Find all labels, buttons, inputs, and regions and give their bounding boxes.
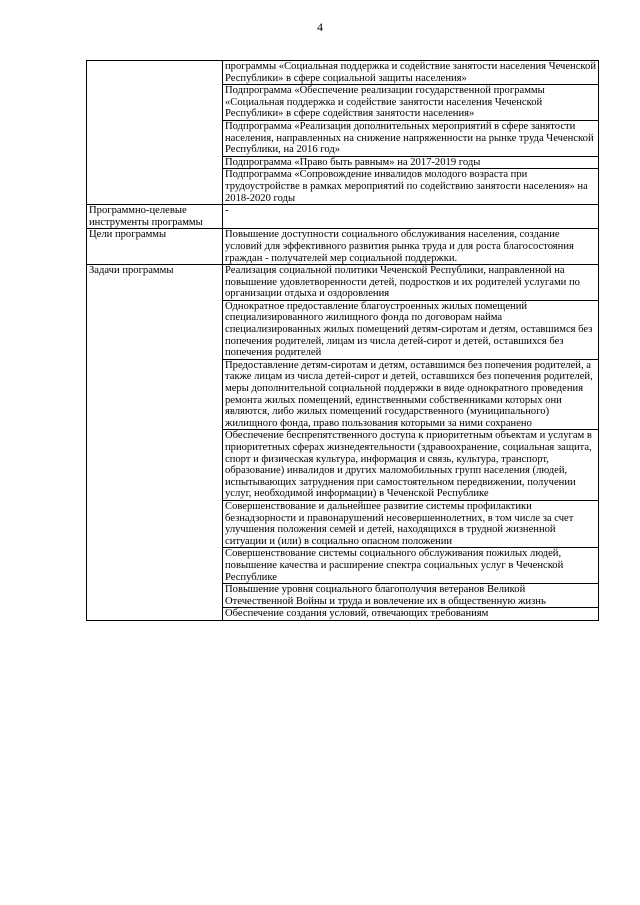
list-item: - xyxy=(225,205,229,217)
row-content xyxy=(223,265,599,621)
program-passport-table xyxy=(86,60,599,621)
list-item: Подпрограмма «Обеспечение реализации государственной программы «Социальная поддержка и содействие занятости населения Чеченской Республики» в сфере содействия занятости населения» xyxy=(223,84,598,120)
table-row xyxy=(87,229,599,265)
row-content xyxy=(223,61,599,205)
row-label: Цели программы xyxy=(87,229,223,265)
row-label xyxy=(87,61,223,205)
table-row xyxy=(87,205,599,229)
list-item: Совершенствование системы социального обслуживания пожилых людей, повышение качества и расширение спектра социальных услуг в Чеченской Республике xyxy=(223,547,598,583)
page-number: 4 xyxy=(317,20,323,34)
row-content xyxy=(223,205,599,229)
table-row xyxy=(87,61,599,205)
row-label: Программно-целевые инструменты программы xyxy=(87,205,223,229)
row-label: Задачи программы xyxy=(87,265,223,621)
list-item: Повышение уровня социального благополучия ветеранов Великой Отечественной Войны и труда и вовлечение их в общественную жизнь xyxy=(223,583,598,607)
list-item: Обеспечение беспрепятственного доступа к приоритетным объектам и услугам в приоритетных сферах жизнедеятельности (здравоохранение, социальная защита, спорт и физическая культура, информация и связь, культура, транспорт, образование) инвалидов и других маломобильных групп населения (людей, испытывающих затруднения при самостоятельном передвижении, получении услуг, необходимой информации) в Чеченской Республике xyxy=(223,429,598,500)
list-item: Предоставление детям-сиротам и детям, оставшимся без попечения родителей, а также лицам из числа детей-сирот и детей, оставшихся без попечения родителей, меры дополнительной социальной поддержки в виде однократного проведения ремонта жилых помещений, единственными собственниками которых они являются, либо жилых помещений государственного (муниципального) жилищного фонда, право пользования которыми за ними сохранено xyxy=(223,359,598,430)
list-item: Обеспечение создания условий, отвечающих требованиям xyxy=(223,607,598,620)
list-item: Подпрограмма «Реализация дополнительных мероприятий в сфере занятости населения, направленных на снижение напряженности на рынке труда Чеченской Республики, на 2016 год» xyxy=(223,120,598,156)
list-item: Подпрограмма «Право быть равным» на 2017-2019 годы xyxy=(223,156,598,169)
table-row xyxy=(87,265,599,621)
list-item: программы «Социальная поддержка и содействие занятости населения Чеченской Республики» в сфере социальной защиты населения» xyxy=(225,61,596,84)
list-item: Совершенствование и дальнейшее развитие системы профилактики безнадзорности и правонарушений несовершеннолетних, в том числе за счет улучшения положения семей и детей, находящихся в трудной жизненной ситуации и (или) в социально опасном положении xyxy=(223,500,598,547)
list-item: Реализация социальной политики Чеченской Республики, направленной на повышение удовлетворенности детей, подростков и их родителей услугами по организации отдыха и оздоровления xyxy=(225,265,580,300)
list-item: Подпрограмма «Сопровождение инвалидов молодого возраста при трудоустройстве в рамках мероприятий по содействию занятости населения» на 2018-2020 годы xyxy=(223,168,598,204)
row-content xyxy=(223,229,599,265)
list-item: Однократное предоставление благоустроенных жилых помещений специализированного жилищного фонда по договорам найма специализированных жилых помещений детям-сиротам и детям, оставшимся без попечения родителей, лицам из числа детей-сирот и детей, оставшихся без попечения родителей xyxy=(223,300,598,359)
list-item: Повышение доступности социального обслуживания населения, создание условий для эффективного развития рынка труда и для роста благосостояния граждан - получателей мер социальной поддержки. xyxy=(225,229,574,264)
